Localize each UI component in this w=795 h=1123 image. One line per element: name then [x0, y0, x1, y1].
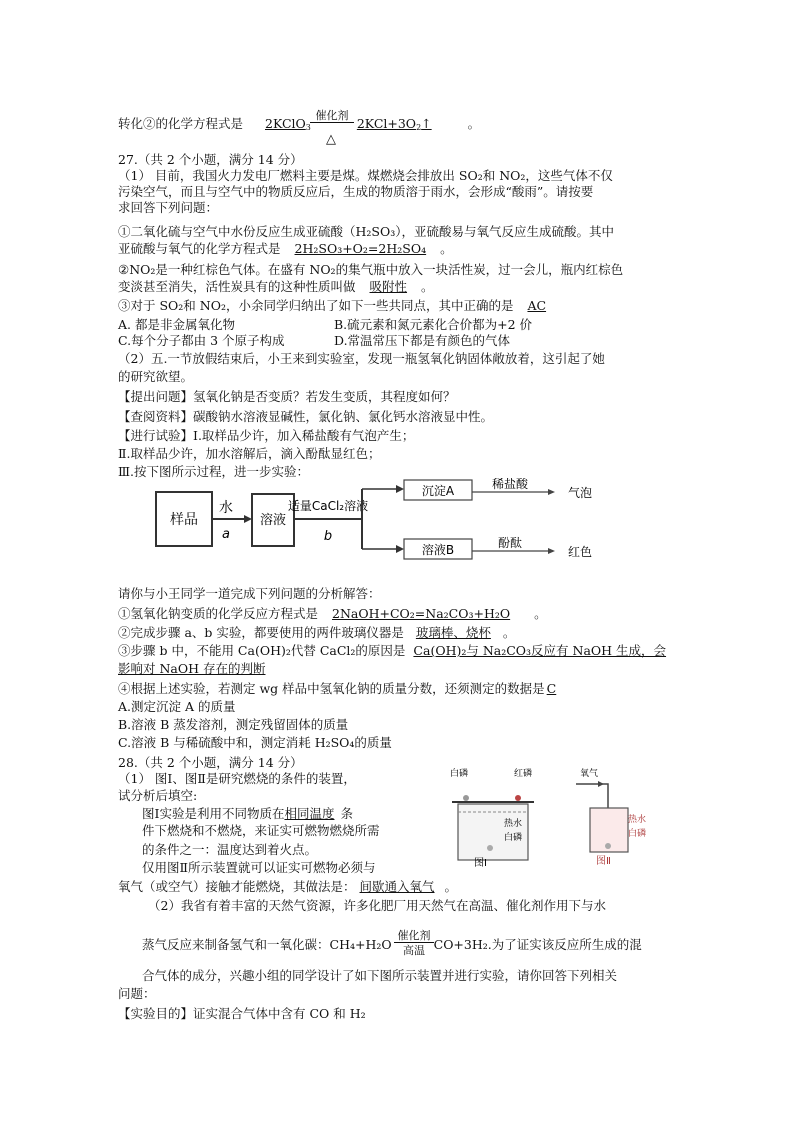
paragraph-line — [118, 681, 566, 697]
phenolphthalein-label: 酚酞 — [497, 536, 523, 550]
equation-line-1: 转化②的化学方程式是 2KClO$_3$ $2KCl+3O_2↑$ 。 — [118, 116, 481, 132]
paragraph-line: 仅用图Ⅱ所示装置就可以证实可燃物必须与 — [142, 860, 376, 875]
arrowhead — [548, 489, 555, 495]
white-phosphorus-label: 白磷 — [628, 829, 647, 839]
white-phosphorus-label: 白磷 — [504, 833, 523, 843]
answer: Ca(OH)₂与 Na₂CO₃反应有 NaOH 生成，会 — [413, 643, 667, 658]
sample-label: 样品 — [170, 512, 198, 528]
answer: 吸附性 — [369, 279, 408, 294]
step-a-label: a — [222, 527, 230, 542]
paragraph-line: ②NO₂是一种红棕色气体。在盛有 NO₂的集气瓶中放入一块活性炭，过一会儿，瓶内红棕色 — [118, 262, 624, 277]
answer: 2H₂SO₃+O₂=2H₂SO₄ — [294, 241, 427, 256]
underwater-phosphorus — [487, 845, 493, 851]
hot-water-label: 热水 — [628, 815, 647, 825]
red-phosphorus-label: 红磷 — [514, 769, 533, 779]
flow-diagram — [152, 478, 622, 576]
answer-continuation: 影响对 NaOH 存在的判断 — [118, 661, 266, 676]
option-b: B.硫元素和氮元素化合价都为+2 价 — [334, 317, 533, 332]
white-phosphorus-dot — [463, 795, 469, 801]
question-28-header: 28.（共 2 个小题，满分 14 分） — [118, 755, 303, 770]
paragraph-line: （1） 图Ⅰ、图Ⅱ是研究燃烧的条件的装置， — [118, 771, 356, 786]
underwater-phosphorus — [605, 843, 611, 849]
text: 变淡甚至消失，活性炭具有的这种性质叫做 — [118, 279, 356, 294]
paragraph-line: 问题： — [118, 986, 156, 1001]
text: 蒸气反应来制备氢气和一氧化碳：CH₄+H₂O — [142, 937, 392, 952]
text: 亚硫酸与氧气的化学方程式是 — [118, 241, 281, 256]
paragraph-line: （2）我省有着丰富的天然气资源，许多化肥厂用天然气在高温、催化剂作用下与水 — [148, 898, 606, 913]
paragraph-line — [118, 298, 574, 314]
option-a: A. 都是非金属氧化物 — [118, 317, 235, 332]
text: 图Ⅰ实验是利用不同物质在 — [142, 806, 285, 821]
arrowhead — [598, 781, 604, 787]
paragraph-line: 氧气（或空气）接触才能燃烧，其做法是： 间歇通入氧气 。 — [118, 879, 458, 894]
combustion-figure — [430, 764, 662, 870]
answer: 玻璃棒、烧杯 — [415, 625, 491, 640]
paragraph-line: （1） 目前，我国火力发电厂燃料主要是煤。煤燃烧会排放出 SO₂和 NO₂，这些气体不仅 — [118, 168, 613, 183]
text: ①氢氧化钠变质的化学反应方程式是 — [118, 606, 319, 621]
arrowhead — [548, 548, 555, 554]
paragraph-line: 试分析后填空: — [118, 788, 198, 803]
paragraph-line: 【进行试验】Ⅰ.取样品少许，加入稀盐酸有气泡产生； — [118, 428, 415, 443]
answer: 2NaOH+CO₂=Na₂CO₃+H₂O — [332, 606, 511, 621]
text: 氧气（或空气）接触才能燃烧，其做法是： — [118, 879, 356, 894]
step-b-label: b — [323, 529, 333, 544]
text: CO+3H₂.为了证实该反应所生成的混 — [433, 937, 642, 952]
answer-blank: 2KClO$_3$ $2KCl+3O_2↑$ — [265, 116, 432, 132]
option-line: B.溶液 B 蒸发溶剂，测定残留固体的质量 — [118, 717, 349, 732]
answer: AC — [527, 298, 547, 313]
paragraph-line: 合气体的成分，兴趣小组的同学设计了如下图所示装置并进行实验，请你回答下列相关 — [142, 968, 618, 983]
catalyst-label: 催化剂 — [310, 110, 354, 123]
answer: C — [546, 681, 557, 696]
precipitate-label: 沉淀A — [421, 484, 455, 498]
answer: 相同温度 — [284, 806, 335, 821]
hcl-label: 稀盐酸 — [491, 478, 529, 491]
catalyst-label: 催化剂 — [394, 930, 434, 943]
red-label: 红色 — [567, 545, 593, 559]
paragraph-line: 的条件之一：温度达到着火点。 — [142, 842, 318, 857]
oxygen-label: 氧气 — [580, 769, 599, 779]
paragraph-line: ②完成步骤 a、b 实验，都要使用的两件玻璃仪器是 玻璃棒、烧杯 。 — [118, 625, 516, 640]
question-27-header: 27.（共 2 个小题，满分 14 分） — [118, 152, 303, 167]
heat-symbol: △ — [326, 132, 336, 147]
equation-line-2 — [142, 937, 642, 953]
option-line: A.测定沉淀 A 的质量 — [118, 699, 236, 714]
cacl2-label: 适量CaCl₂溶液 — [287, 499, 369, 513]
paragraph-line: 亚硫酸与氧气的化学方程式是 2H₂SO₃+O₂=2H₂SO₄ 。 — [118, 241, 453, 256]
solution-label: 溶液 — [259, 513, 287, 528]
option-line: C.溶液 B 与稀硫酸中和，测定消耗 H₂SO₄的质量 — [118, 735, 392, 750]
paragraph-line — [142, 806, 353, 822]
figure-1-caption: 图Ⅰ — [474, 858, 487, 869]
text: 条 — [340, 806, 353, 821]
option-line — [118, 333, 511, 349]
answer: 间歇通入氧气 — [359, 879, 435, 894]
reaction-condition — [394, 930, 434, 957]
text: ②完成步骤 a、b 实验，都要使用的两件玻璃仪器是 — [118, 625, 404, 640]
arrowhead — [396, 545, 404, 553]
bubble-label: 气泡 — [567, 486, 593, 500]
arrowhead — [396, 485, 404, 493]
paragraph-line: ①氢氧化钠变质的化学反应方程式是 2NaOH+CO₂=Na₂CO₃+H₂O 。 — [118, 606, 547, 621]
option-c: C.每个分子都由 3 个原子构成 — [118, 333, 285, 348]
temperature-label: 高温 — [403, 944, 425, 957]
water-label: 水 — [219, 500, 233, 516]
paragraph-line: 【提出问题】氢氧化钠是否变质？若发生变质，其程度如何？ — [118, 389, 456, 404]
paragraph-line: 变淡甚至消失，活性炭具有的这种性质叫做 吸附性 。 — [118, 279, 434, 294]
paragraph-line: 【实验目的】证实混合气体中含有 CO 和 H₂ — [118, 1006, 366, 1021]
text: 转化②的化学方程式是 — [118, 116, 244, 131]
paragraph-line: （2）五.一节放假结束后，小王来到实验室，发现一瓶氢氧化钠固体敞放着，这引起了她 — [118, 351, 605, 366]
solution-b-label: 溶液B — [421, 543, 455, 557]
paragraph-line: 件下燃烧和不燃烧，来证实可燃物燃烧所需 — [142, 823, 380, 838]
paragraph-line: 污染空气，而且与空气中的物质反应后，生成的物质溶于雨水，会形成“酸雨”。请按要 — [118, 184, 594, 199]
white-phosphorus-label: 白磷 — [450, 769, 469, 779]
red-phosphorus-dot — [515, 795, 521, 801]
catalyst-condition — [310, 110, 354, 123]
paragraph-line: Ⅱ.取样品少许，加水溶解后，滴入酚酞显红色； — [118, 446, 381, 461]
arrowhead — [244, 515, 252, 523]
hot-water-label: 热水 — [504, 819, 523, 829]
paragraph-line: 请你与小王同学一道完成下列问题的分析解答： — [118, 586, 381, 601]
paragraph-line: Ⅲ.按下图所示过程，进一步实验： — [118, 464, 310, 479]
paragraph-line — [118, 643, 666, 659]
paragraph-line: ①二氧化硫与空气中水份反应生成亚硫酸（H₂SO₃），亚硫酸易与氧气反应生成硫酸。其中 — [118, 224, 614, 239]
paragraph-line: 的研究欲望。 — [118, 369, 194, 384]
figure-2-caption: 图Ⅱ — [596, 856, 611, 867]
text: ④根据上述实验，若测定 wg 样品中氢氧化钠的质量分数，还须测定的数据是 — [118, 681, 545, 696]
formula: 2KCl+3O — [356, 116, 417, 131]
text: ③步骤 b 中，不能用 Ca(OH)₂代替 CaCl₂的原因是 — [118, 643, 406, 658]
paragraph-line: 【查阅资料】碳酸钠水溶液显碱性，氯化钠、氯化钙水溶液显中性。 — [118, 409, 494, 424]
option-line — [118, 317, 533, 333]
option-d: D.常温常压下都是有颜色的气体 — [334, 333, 511, 348]
formula: 2KClO — [265, 116, 306, 131]
text: ③对于 SO₂和 NO₂，小余同学归纳出了如下一些共同点，其中正确的是 — [118, 298, 514, 313]
paragraph-line: 求回答下列问题： — [118, 200, 219, 215]
